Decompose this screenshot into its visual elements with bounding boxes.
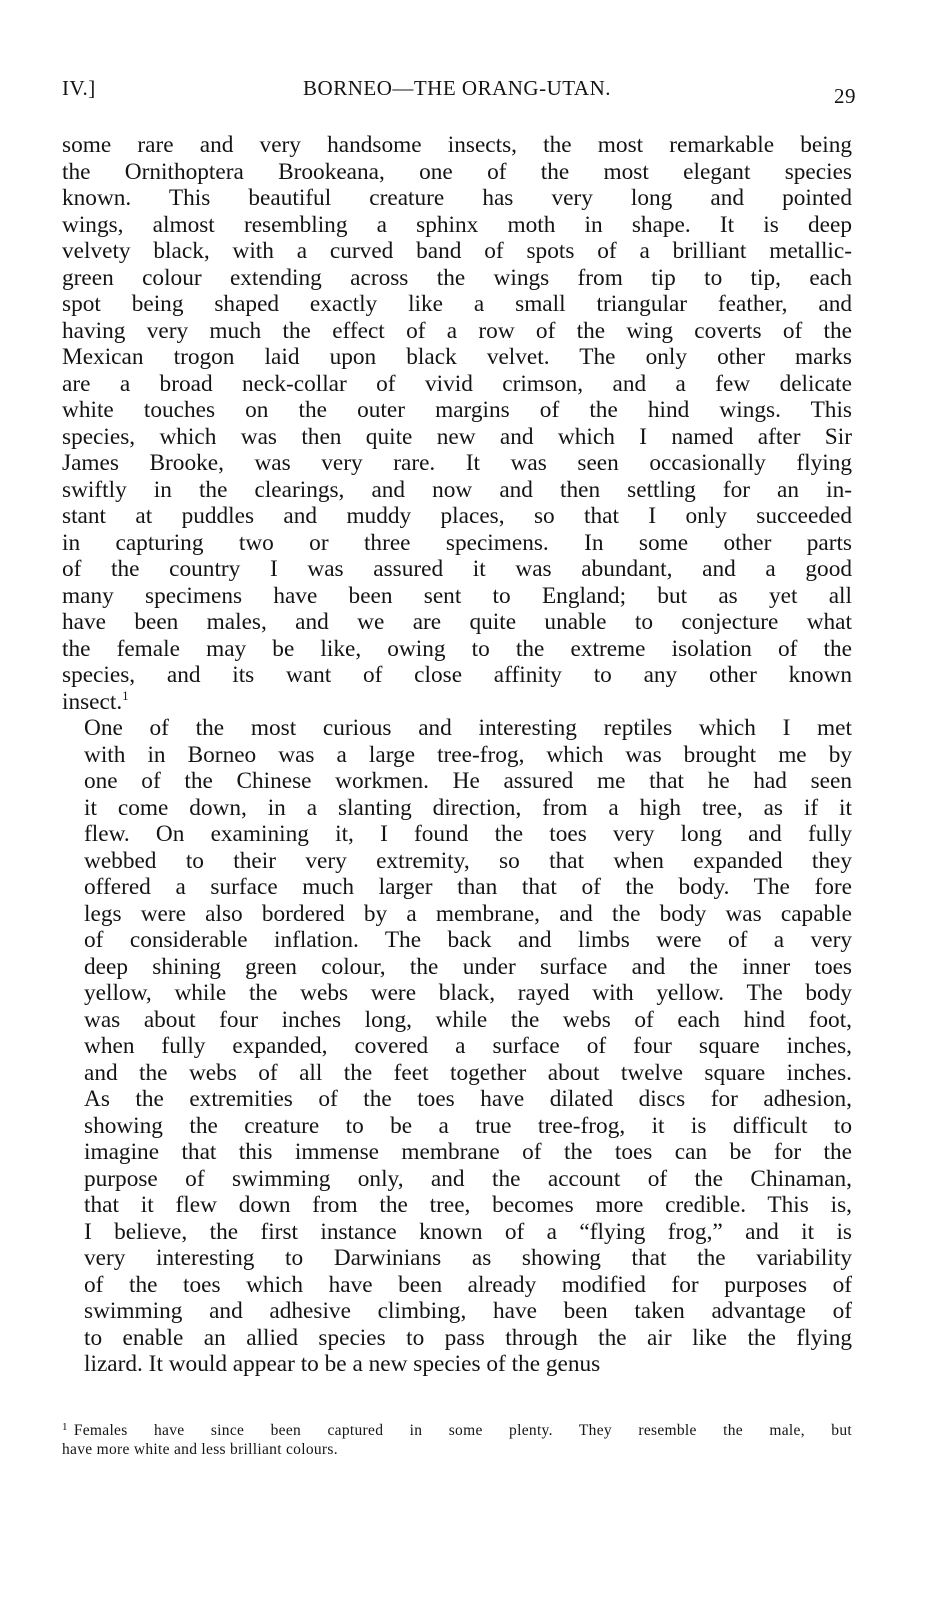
text-line: of the country I was assured it was abundant, and a good — [62, 556, 852, 582]
text-line: have been males, and we are quite unable to conjecture what — [62, 609, 852, 635]
footnote — [62, 1418, 852, 1459]
text-line: very interesting to Darwinians as showing that the variability — [84, 1245, 852, 1271]
text-line: spot being shaped exactly like a small triangular feather, and — [62, 291, 852, 317]
text-line: swiftly in the clearings, and now and then settling for an in- — [62, 476, 852, 503]
text-line: legs were also bordered by a membrane, and the body was capable — [84, 900, 852, 927]
running-head — [62, 72, 856, 112]
text-line: with in Borneo was a large tree-frog, which was brought me by — [84, 741, 852, 768]
text-line: yellow, while the webs were black, rayed with yellow. The body — [84, 980, 852, 1006]
text-line: lizard. It would appear to be a new species of the genus — [84, 1351, 601, 1377]
text-line: to enable an allied species to pass through the air like the flying — [84, 1324, 852, 1351]
paragraph-butterfly — [62, 132, 852, 715]
text-line: some rare and very handsome insects, the most remarkable being — [62, 132, 852, 158]
text-line: one of the Chinese workmen. He assured me that he had seen — [84, 768, 852, 794]
text-line: white touches on the outer margins of the hind wings. This — [62, 397, 852, 423]
chapter-number: IV.] — [62, 76, 96, 100]
text-line: species, which was then quite new and which I named after Sir — [62, 423, 852, 450]
text-line: it come down, in a slanting direction, from a high tree, as if it — [84, 794, 852, 821]
text-line: species, and its want of close affinity to any other known — [62, 662, 852, 688]
text-line: the Ornithoptera Brookeana, one of the most elegant species — [62, 158, 852, 185]
text-line: many specimens have been sent to England; but as yet all — [62, 582, 852, 609]
text-line: I believe, the first instance known of a “flying frog,” and it is — [84, 1218, 852, 1245]
text-line: imagine that this immense membrane of the toes can be for the — [84, 1139, 852, 1165]
text-line: when fully expanded, covered a surface of four square inches, — [84, 1033, 852, 1059]
text-line: stant at puddles and muddy places, so that I only succeeded — [62, 503, 852, 529]
footnote-reference[interactable]: 1 — [122, 688, 129, 703]
text-line: of the toes which have been already modified for purposes of — [84, 1271, 852, 1298]
text-line: webbed to their very extremity, so that when expanded they — [84, 847, 852, 874]
page-number: 29 — [834, 84, 856, 108]
text-line: offered a surface much larger than that of the body. The fore — [84, 874, 852, 900]
footnote-line: have more white and less brilliant colours. — [62, 1441, 338, 1458]
text-line: having very much the effect of a row of the wing coverts of the — [62, 317, 852, 344]
body-text — [62, 132, 852, 1378]
text-line: Mexican trogon laid upon black velvet. The only other marks — [62, 344, 852, 370]
text-line: velvety black, with a curved band of spots of a brilliant metallic- — [62, 238, 852, 264]
running-title: BORNEO—THE ORANG-UTAN. — [303, 76, 611, 100]
text-line: the female may be like, owing to the extreme isolation of the — [62, 635, 852, 662]
text-line: purpose of swimming only, and the account of the Chinaman, — [84, 1165, 852, 1192]
text-line: James Brooke, was very rare. It was seen occasionally flying — [62, 450, 852, 476]
text-line: swimming and adhesive climbing, have been taken advantage of — [84, 1298, 852, 1324]
text-line: deep shining green colour, the under surface and the inner toes — [84, 953, 852, 980]
text-line: known. This beautiful creature has very long and pointed — [62, 185, 852, 211]
book-page — [62, 0, 856, 1604]
text-line: in capturing two or three specimens. In some other parts — [62, 529, 852, 556]
text-line-content: insect. — [62, 688, 123, 715]
paragraph-flying-frog — [62, 715, 852, 1378]
text-line: As the extremities of the toes have dilated discs for adhesion, — [84, 1086, 852, 1112]
text-line: was about four inches long, while the webs of each hind foot, — [84, 1006, 852, 1033]
footnote-line — [62, 1418, 852, 1440]
footnote-mark: 1 — [62, 1421, 68, 1433]
text-line: flew. On examining it, I found the toes very long and fully — [84, 821, 852, 847]
text-line: and the webs of all the feet together about twelve square inches. — [84, 1059, 852, 1086]
text-line: One of the most curious and interesting reptiles which I met — [84, 715, 852, 741]
text-line: showing the creature to be a true tree-frog, it is difficult to — [84, 1112, 852, 1139]
text-line: of considerable inflation. The back and limbs were of a very — [84, 927, 852, 953]
text-line: that it flew down from the tree, becomes more credible. This is, — [84, 1192, 852, 1218]
text-line — [62, 689, 852, 716]
text-line: wings, almost resembling a sphinx moth in shape. It is deep — [62, 211, 852, 238]
footnote-text: Females have since been captured in some plenty. They resemble the male, but — [73, 1422, 852, 1439]
text-line: green colour extending across the wings from tip to tip, each — [62, 264, 852, 291]
text-line: are a broad neck-collar of vivid crimson, and a few delicate — [62, 370, 852, 397]
